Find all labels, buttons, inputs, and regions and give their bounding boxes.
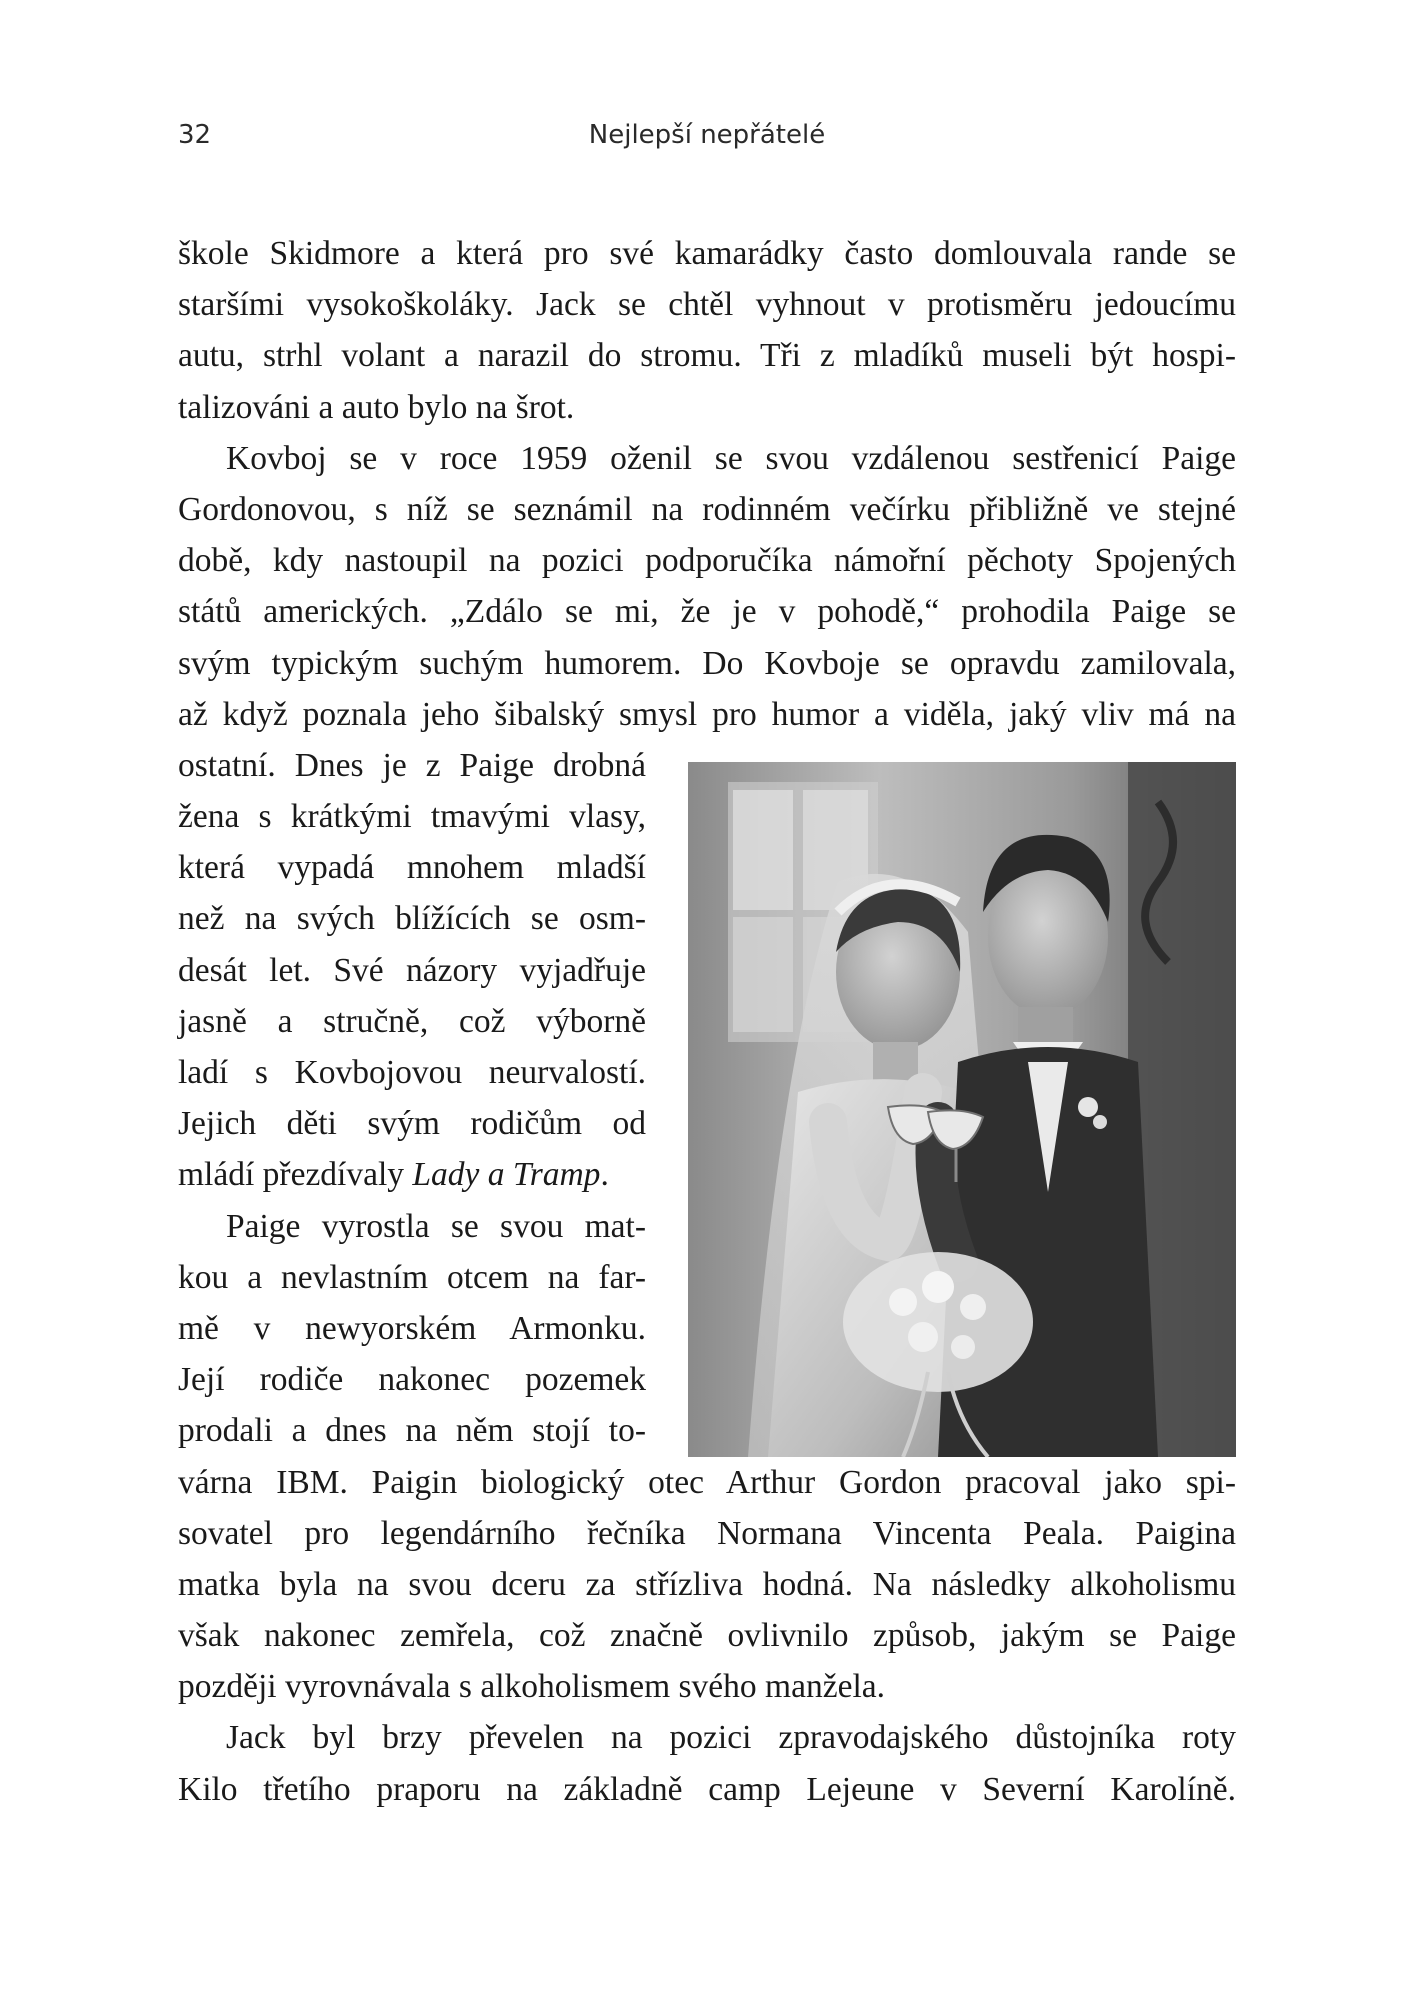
italic-title: Lady a Tramp	[412, 1156, 601, 1194]
text-line: později vyrovnávala s alkoholismem svého manžela.	[178, 1668, 886, 1706]
text-line: jasně a stručně, což výborně	[178, 1002, 646, 1040]
wedding-photo	[688, 762, 1236, 1457]
text-line: staršími vysokoškoláky. Jack se chtěl vyhnout v protisměru jedoucímu	[178, 286, 1236, 324]
text-line: sovatel pro legendárního řečníka Normana Vincenta Peala. Paigina	[178, 1514, 1236, 1552]
text-line: až když poznala jeho šibalský smysl pro humor a viděla, jaký vliv má na	[178, 695, 1236, 733]
text-line: Gordonovou, s níž se seznámil na rodinném večírku přibližně ve stejné	[178, 490, 1236, 528]
text-line: Paige vyrostla se svou mat-	[226, 1207, 646, 1245]
text-line: Kovboj se v roce 1959 oženil se svou vzdálenou sestřenicí Paige	[226, 439, 1236, 477]
text-fragment: mládí přezdívaly	[178, 1156, 413, 1194]
text-line: várna IBM. Paigin biologický otec Arthur Gordon pracoval jako spi-	[178, 1463, 1236, 1501]
text-line: svým typickým suchým humorem. Do Kovboje se opravdu zamilovala,	[178, 644, 1236, 682]
text-line: autu, strhl volant a narazil do stromu. Tři z mladíků museli být hospi-	[178, 337, 1236, 375]
text-line	[178, 1149, 646, 1200]
text-line: ostatní. Dnes je z Paige drobná	[178, 746, 646, 784]
text-line: desát let. Své názory vyjadřuje	[178, 951, 646, 989]
text-line: mě v newyorském Armonku.	[178, 1309, 646, 1347]
page-number: 32	[178, 120, 212, 150]
text-fragment: .	[600, 1156, 609, 1194]
text-line: škole Skidmore a která pro své kamarádky často domlouvala rande se	[178, 235, 1236, 272]
running-title: Nejlepší nepřátelé	[588, 120, 826, 150]
text-line: která vypadá mnohem mladší	[178, 849, 646, 887]
text-line: době, kdy nastoupil na pozici podporučíka námořní pěchoty Spojených	[178, 542, 1236, 580]
text-line: než na svých blížících se osm-	[178, 900, 646, 938]
text-line: kou a nevlastním otcem na far-	[178, 1258, 646, 1296]
text-line: prodali a dnes na něm stojí to-	[178, 1412, 646, 1450]
page-header	[178, 120, 1236, 160]
text-line: talizováni a auto bylo na šrot.	[178, 388, 575, 426]
text-line: Jejich děti svým rodičům od	[178, 1105, 646, 1143]
text-line: Její rodiče nakonec pozemek	[178, 1361, 646, 1399]
text-line: matka byla na svou dceru za střízliva hodná. Na následky alkoholismu	[178, 1565, 1236, 1603]
text-line: Jack byl brzy převelen na pozici zpravodajského důstojníka roty	[226, 1719, 1236, 1757]
text-line: žena s krátkými tmavými vlasy,	[178, 798, 646, 836]
text-line: států amerických. „Zdálo se mi, že je v pohodě,“ prohodila Paige se	[178, 593, 1236, 631]
text-line: ladí s Kovbojovou neurvalostí.	[178, 1054, 646, 1091]
text-line: však nakonec zemřela, což značně ovlivnilo způsob, jakým se Paige	[178, 1617, 1236, 1655]
text-line: Kilo třetího praporu na základně camp Lejeune v Severní Karolíně.	[178, 1770, 1236, 1808]
